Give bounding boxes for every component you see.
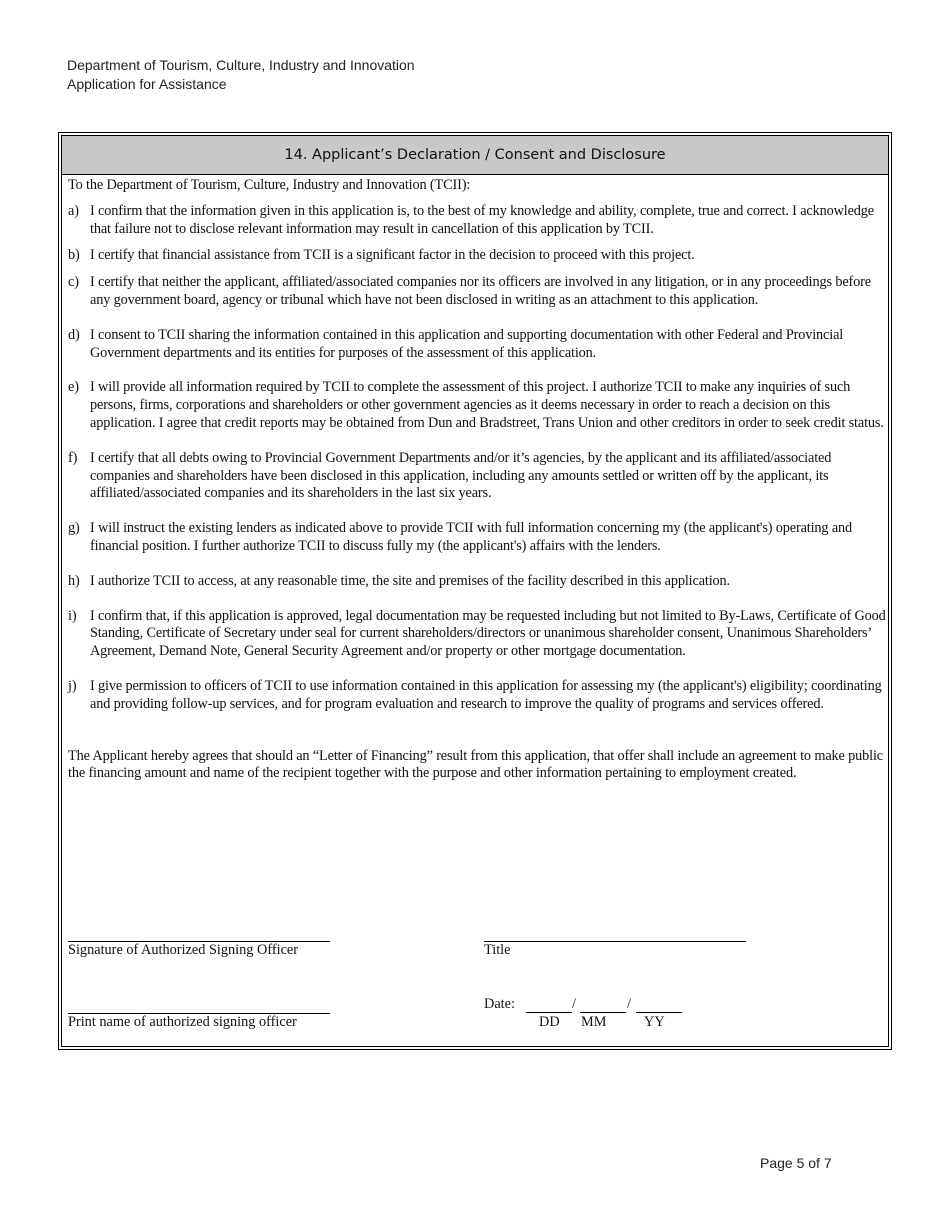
page-number: Page 5 of 7 <box>760 1155 832 1171</box>
date-dd-label: DD <box>539 1014 560 1030</box>
item-text: I will instruct the existing lenders as indicated above to provide TCII with full information concerning my (the applicant's) operating and financial position. I further authorize TCII to discuss fully my (the applicant's) affairs with the lenders. <box>90 520 853 554</box>
item-text: I will provide all information required by TCII to complete the assessment of this project. I authorize TCII to make any inquiries of such persons, firms, corporations and shareholders or other government agencies as it deems necessary in order to reach a decision on this application. I agree that credit reports may be obtained from Dun and Bradstreet, Trans Union and other creditors in order to seek credit status. <box>90 379 884 431</box>
section-title: 14. Applicant’s Declaration / Consent and Disclosure <box>62 136 888 175</box>
item-letter: f) <box>68 449 78 466</box>
item-text: I confirm that, if this application is approved, legal documentation may be requested including but not limited to By-Laws, Certificate of Good Standing, Certificate of Secretary under seal for current shareholders/directors or unanimous shareholder consent, Unanimous Shareholders’ Agreement, Demand Note, General Security Agreement and/or property or other mortgage documentation. <box>90 607 886 660</box>
date-day-field[interactable] <box>526 1012 572 1013</box>
item-text: I authorize TCII to access, at any reasonable time, the site and premises of the facility described in this application. <box>90 572 730 589</box>
item-letter: h) <box>68 572 80 589</box>
signature-label: Signature of Authorized Signing Officer <box>68 942 299 958</box>
financing-agreement: The Applicant hereby agrees that should an “Letter of Financing” result from this application, that offer shall include an agreement to make public the financing amount and name of the recipient together with the purpose and other information pertaining to employment created. <box>68 747 883 782</box>
date-separator: / <box>627 996 631 1012</box>
date-year-field[interactable] <box>636 1012 682 1013</box>
date-label: Date: <box>484 996 515 1012</box>
declaration-item-d <box>68 327 886 363</box>
document-header <box>67 56 415 94</box>
date-yy-label: YY <box>644 1014 665 1030</box>
item-letter: g) <box>68 520 80 537</box>
declaration-item-j <box>68 678 886 714</box>
date-mm-label: MM <box>581 1014 607 1030</box>
declaration-intro: To the Department of Tourism, Culture, Industry and Innovation (TCII): <box>68 177 471 193</box>
item-letter: a) <box>68 202 79 219</box>
item-text: I certify that all debts owing to Provincial Government Departments and/or it’s agencies, by the applicant and its affiliated/associated companies and shareholders have been disclosed in this application, including any amounts settled or written off by the applicant, its affiliated/associated companies and its shareholders in the last six years. <box>90 449 832 502</box>
department-name: Department of Tourism, Culture, Industry and Innovation <box>67 57 415 73</box>
item-letter: e) <box>68 379 79 396</box>
item-text: I confirm that the information given in this application is, to the best of my knowledge and ability, complete, true and correct. I acknowledge that failure not to disclose relevant information may result in cancellation of this application by TCII. <box>90 202 874 237</box>
print-name-label: Print name of authorized signing officer <box>68 1014 297 1030</box>
item-text: I consent to TCII sharing the information contained in this application and supporting documentation with other Federal and Provincial Government departments and its entities for purposes of the assessment of this application. <box>90 326 844 361</box>
item-letter: d) <box>68 326 80 343</box>
declaration-item-f <box>68 450 886 503</box>
declaration-item-c <box>68 274 886 310</box>
item-letter: b) <box>68 247 80 264</box>
item-text: I certify that financial assistance from TCII is a significant factor in the decision to proceed with this project. <box>90 247 695 264</box>
declaration-item-b <box>68 247 886 265</box>
item-letter: c) <box>68 274 79 291</box>
item-letter: j) <box>68 677 77 694</box>
declaration-item-a <box>68 203 886 239</box>
title-line[interactable] <box>484 941 746 942</box>
declaration-section-inner <box>61 135 889 1047</box>
form-title: Application for Assistance <box>67 76 227 92</box>
date-separator: / <box>572 996 576 1012</box>
item-text: I give permission to officers of TCII to use information contained in this application for assessing my (the applicant's) eligibility; coordinating and providing follow-up services, and for program evaluation and research to improve the quality of programs and services offered. <box>90 677 882 712</box>
declaration-item-h <box>68 573 886 591</box>
declaration-item-e <box>68 379 886 432</box>
declaration-item-g <box>68 520 886 556</box>
item-letter: i) <box>68 607 77 624</box>
declaration-section <box>58 132 892 1050</box>
date-month-field[interactable] <box>580 1012 626 1013</box>
declaration-body <box>68 177 886 783</box>
title-label: Title <box>484 942 511 958</box>
item-text: I certify that neither the applicant, affiliated/associated companies nor its officers are involved in any litigation, or in any proceedings before any government board, agency or tribunal which have not been disclosed in writing as an attachment to this application. <box>90 274 871 308</box>
declaration-item-i <box>68 608 886 661</box>
